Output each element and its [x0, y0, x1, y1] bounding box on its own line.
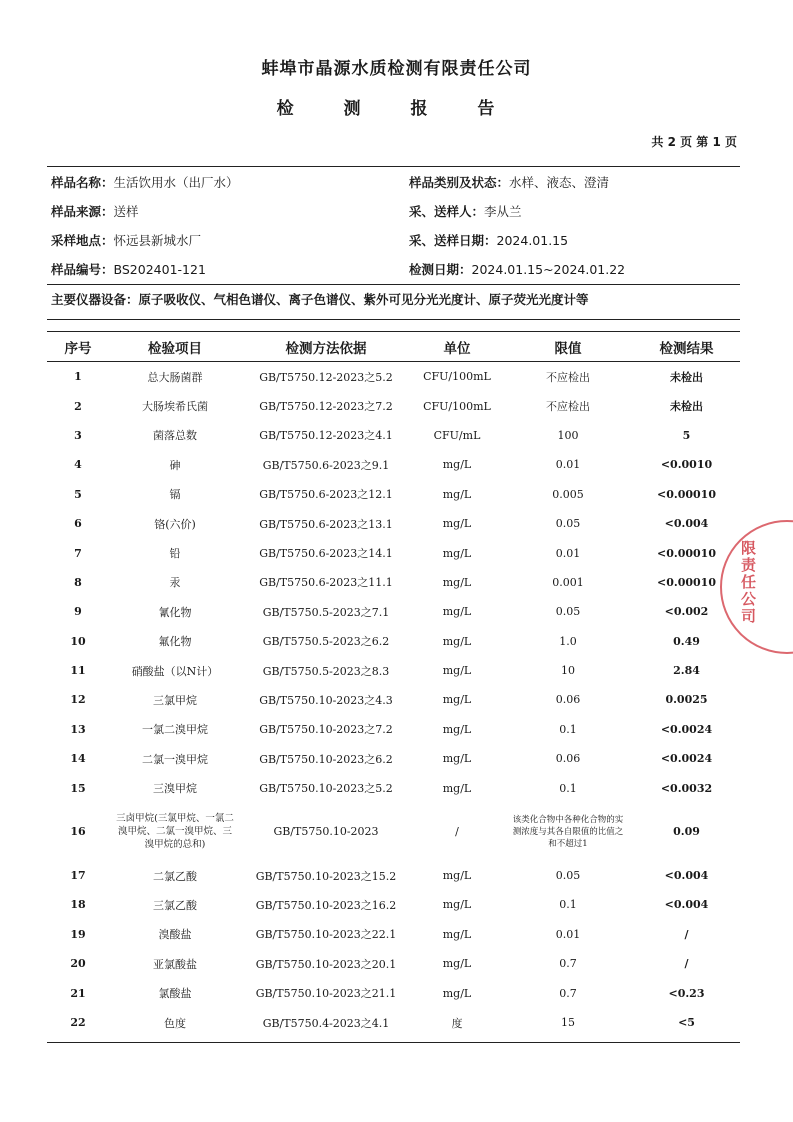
cell-limit: 不应检出 [546, 370, 590, 384]
table-row [47, 920, 740, 949]
cell-method: GB/T5750.4-2023之4.1 [262, 1016, 390, 1030]
cell-limit: 1.0 [559, 634, 577, 648]
table-row [47, 450, 740, 479]
cell-limit: 0.01 [555, 546, 581, 560]
cell-result: / [684, 957, 689, 971]
cell-no: 4 [74, 458, 82, 472]
cell-limit: 10 [561, 664, 575, 678]
sample-name-value: 生活饮用水（出厂水） [113, 175, 239, 190]
sampling-date-value: 2024.01.15 [496, 233, 569, 248]
cell-result: <0.004 [664, 898, 709, 912]
table-row [47, 1008, 740, 1037]
cell-item: 三溴甲烷 [153, 782, 197, 796]
cell-unit: mg/L [442, 575, 472, 589]
equipment-line [51, 290, 589, 308]
table-row [47, 949, 740, 978]
cell-unit: mg/L [442, 898, 472, 912]
equipment-value: 原子吸收仪、气相色谱仪、离子色谱仪、紫外可见分光光度计、原子荧光光度计等 [138, 292, 589, 307]
cell-unit: mg/L [442, 487, 472, 501]
cell-result: <0.23 [668, 986, 705, 1000]
cell-limit: 0.06 [555, 752, 581, 766]
cell-limit: 15 [561, 1016, 575, 1029]
cell-no: 19 [70, 927, 86, 941]
cell-result: 0.09 [673, 825, 700, 839]
sender-value: 李从兰 [484, 204, 522, 219]
cell-no: 1 [74, 370, 82, 384]
cell-no: 6 [74, 517, 82, 531]
cell-no: 14 [70, 752, 86, 766]
cell-result: <0.004 [664, 517, 709, 531]
cell-result: <0.0024 [660, 722, 713, 736]
cell-limit: 0.7 [559, 957, 577, 971]
cell-limit: 0.1 [559, 898, 577, 912]
cell-method: GB/T5750.10-2023之4.3 [259, 693, 393, 707]
cell-method: GB/T5750.5-2023之6.2 [262, 635, 390, 649]
cell-method: GB/T5750.6-2023之14.1 [259, 547, 393, 561]
cell-result: 0.0025 [665, 693, 708, 707]
cell-item: 亚氯酸盐 [153, 957, 197, 971]
company-name: 蚌埠市晶源水质检测有限责任公司 [261, 59, 532, 79]
cell-item: 一氯二溴甲烷 [142, 723, 208, 737]
cell-limit: 100 [557, 428, 579, 442]
cell-method: GB/T5750.5-2023之8.3 [262, 664, 390, 678]
sample-info-block [47, 168, 740, 284]
cell-item: 铅 [169, 547, 181, 561]
cell-method: GB/T5750.6-2023之13.1 [259, 517, 393, 531]
cell-result: <0.00010 [657, 575, 716, 589]
cell-item: 色度 [164, 1016, 186, 1030]
cell-limit: 0.005 [552, 487, 584, 501]
cell-no: 18 [70, 898, 86, 912]
table-row [47, 391, 740, 420]
cell-result: <0.00010 [657, 546, 716, 560]
cell-no: 21 [70, 986, 86, 1000]
cell-result: <5 [678, 1016, 695, 1029]
cell-item: 二氯一溴甲烷 [142, 752, 208, 766]
cell-unit: mg/L [442, 546, 472, 560]
cell-unit: / [455, 825, 459, 839]
report-title: 检 测 报 告 [276, 99, 517, 119]
cell-method: GB/T5750.10-2023之21.1 [255, 987, 397, 1001]
table-row [47, 597, 740, 626]
cell-result: 未检出 [670, 400, 703, 414]
table-row [47, 568, 740, 597]
cell-item: 镉 [169, 488, 181, 502]
cell-unit: mg/L [442, 634, 472, 648]
cell-item: 大肠埃希氏菌 [142, 400, 208, 414]
cell-unit: mg/L [442, 605, 472, 619]
cell-no: 7 [74, 546, 82, 560]
cell-no: 5 [74, 487, 82, 501]
cell-result: <0.0032 [660, 781, 713, 795]
header-rule-top [47, 166, 740, 167]
cell-method: GB/T5750.12-2023之5.2 [259, 370, 393, 384]
col-header-no: 序号 [47, 333, 109, 362]
cell-no: 20 [70, 957, 86, 971]
cell-method: GB/T5750.10-2023之15.2 [255, 869, 397, 883]
test-date-value: 2024.01.15~2024.01.22 [471, 262, 626, 277]
cell-limit: 0.06 [555, 693, 581, 707]
cell-limit: 0.7 [559, 986, 577, 1000]
sample-source-value: 送样 [113, 204, 139, 219]
sample-code-value: BS202401-121 [113, 262, 206, 277]
equipment-rule [47, 319, 740, 320]
cell-unit: mg/L [442, 957, 472, 971]
cell-result: 2.84 [673, 664, 700, 678]
info-rule [47, 284, 740, 285]
cell-limit: 0.01 [555, 927, 581, 941]
cell-limit: 0.05 [555, 605, 581, 619]
col-header-result: 检测结果 [633, 333, 740, 362]
cell-item: 铬(六价) [154, 517, 196, 531]
cell-unit: mg/L [442, 927, 472, 941]
cell-method: GB/T5750.6-2023之11.1 [259, 576, 393, 590]
cell-item: 菌落总数 [153, 429, 197, 443]
table-row [47, 773, 740, 802]
cell-unit: CFU/mL [433, 428, 481, 442]
cell-unit: mg/L [442, 752, 472, 766]
sampling-location-label: 采样地点： [51, 233, 114, 248]
cell-no: 9 [74, 605, 82, 619]
cell-result: 未检出 [670, 370, 703, 384]
cell-unit: mg/L [442, 722, 472, 736]
table-row [47, 538, 740, 567]
seal-text: 限责任公司 [739, 540, 757, 625]
info-row [47, 168, 740, 197]
cell-item: 二氯乙酸 [153, 869, 197, 883]
cell-unit: mg/L [442, 664, 472, 678]
table-row [47, 480, 740, 509]
table-row [47, 509, 740, 538]
cell-item: 氰化物 [158, 605, 192, 619]
cell-item: 氟化物 [158, 635, 192, 649]
sample-category-value: 水样、液态、澄清 [509, 175, 610, 190]
cell-result: / [684, 927, 689, 941]
table-row [47, 421, 740, 450]
table-row [47, 978, 740, 1007]
cell-item: 硝酸盐（以N计） [131, 664, 219, 678]
cell-unit: CFU/100mL [423, 370, 491, 384]
cell-result: <0.00010 [657, 487, 716, 501]
cell-limit: 不应检出 [546, 400, 590, 414]
cell-unit: mg/L [442, 693, 472, 707]
cell-unit: mg/L [442, 781, 472, 795]
table-row [47, 861, 740, 890]
cell-no: 11 [70, 664, 86, 678]
table-row [47, 890, 740, 919]
table-row [47, 656, 740, 685]
cell-no: 12 [70, 693, 86, 707]
col-header-item: 检验项目 [109, 333, 241, 362]
cell-method: GB/T5750.10-2023之16.2 [255, 898, 397, 912]
cell-unit: mg/L [442, 458, 472, 472]
table-row [47, 627, 740, 656]
cell-no: 3 [74, 428, 82, 442]
cell-unit: mg/L [442, 869, 472, 883]
cell-limit: 0.01 [555, 458, 581, 472]
cell-result: <0.004 [664, 869, 709, 883]
cell-result: 5 [682, 428, 691, 442]
cell-unit: mg/L [442, 986, 472, 1000]
cell-no: 22 [70, 1016, 86, 1029]
table-bottom-rule [47, 1042, 740, 1043]
cell-method: GB/T5750.6-2023之9.1 [262, 458, 390, 472]
cell-no: 15 [70, 781, 86, 795]
info-row [47, 255, 740, 284]
sampling-location-value: 怀远县新城水厂 [113, 233, 202, 248]
cell-no: 17 [70, 869, 86, 883]
cell-method: GB/T5750.12-2023之7.2 [259, 400, 393, 414]
cell-method: GB/T5750.10-2023之6.2 [259, 752, 393, 766]
table-row [47, 803, 740, 861]
cell-item: 总大肠菌群 [147, 370, 203, 384]
cell-limit: 0.001 [552, 575, 584, 589]
cell-result: 0.49 [673, 634, 700, 648]
table-row [47, 685, 740, 714]
cell-unit: mg/L [442, 517, 472, 531]
cell-no: 10 [70, 634, 86, 648]
info-row [47, 197, 740, 226]
cell-item: 三氯甲烷 [153, 693, 197, 707]
cell-limit: 0.05 [555, 869, 581, 883]
cell-method: GB/T5750.10-2023之7.2 [259, 723, 393, 737]
table-row [47, 362, 740, 392]
cell-no: 13 [70, 722, 86, 736]
cell-limit: 0.1 [559, 722, 577, 736]
test-date-label: 检测日期： [409, 262, 472, 277]
cell-method: GB/T5750.10-2023之20.1 [255, 957, 397, 971]
equipment-label: 主要仪器设备： [51, 292, 139, 307]
cell-unit: 度 [451, 1016, 463, 1030]
cell-unit: CFU/100mL [423, 399, 491, 413]
page-indicator: 共 2 页 第 1 页 [651, 135, 737, 149]
table-row [47, 715, 740, 744]
sample-category-label: 样品类别及状态： [409, 175, 510, 190]
info-row [47, 226, 740, 255]
cell-item: 氯酸盐 [158, 987, 192, 1001]
cell-item: 砷 [169, 458, 181, 472]
cell-result: <0.0010 [660, 458, 713, 472]
col-header-method: 检测方法依据 [241, 333, 411, 362]
table-header-row [47, 333, 740, 362]
sample-source-label: 样品来源： [51, 204, 114, 219]
cell-no: 2 [74, 399, 82, 413]
cell-method: GB/T5750.12-2023之4.1 [259, 429, 393, 443]
sample-code-label: 样品编号： [51, 262, 114, 277]
sampling-date-label: 采、送样日期： [409, 233, 497, 248]
cell-limit: 0.05 [555, 517, 581, 531]
table-top-rule [47, 331, 740, 332]
cell-method: GB/T5750.10-2023 [273, 825, 379, 839]
cell-no: 16 [70, 825, 86, 839]
cell-limit: 该类化合物中各种化合物的实测浓度与其各自限值的比值之和不超过1 [512, 814, 624, 849]
cell-no: 8 [74, 575, 82, 589]
col-header-limit: 限值 [503, 333, 633, 362]
sender-label: 采、送样人： [409, 204, 485, 219]
cell-result: <0.0024 [660, 752, 713, 766]
cell-item: 三氯乙酸 [153, 898, 197, 912]
cell-item: 溴酸盐 [158, 928, 192, 942]
cell-limit: 0.1 [559, 781, 577, 795]
cell-method: GB/T5750.10-2023之5.2 [259, 782, 393, 796]
cell-item: 汞 [169, 576, 181, 590]
cell-method: GB/T5750.10-2023之22.1 [255, 928, 397, 942]
sample-name-label: 样品名称： [51, 175, 114, 190]
cell-result: <0.002 [664, 605, 709, 619]
cell-item: 三卤甲烷(三氯甲烷、一氯二溴甲烷、二氯一溴甲烷、三溴甲烷的总和) [116, 813, 234, 851]
results-table [47, 333, 740, 1037]
col-header-unit: 单位 [411, 333, 503, 362]
cell-method: GB/T5750.5-2023之7.1 [262, 605, 390, 619]
cell-method: GB/T5750.6-2023之12.1 [259, 488, 393, 502]
table-row [47, 744, 740, 773]
